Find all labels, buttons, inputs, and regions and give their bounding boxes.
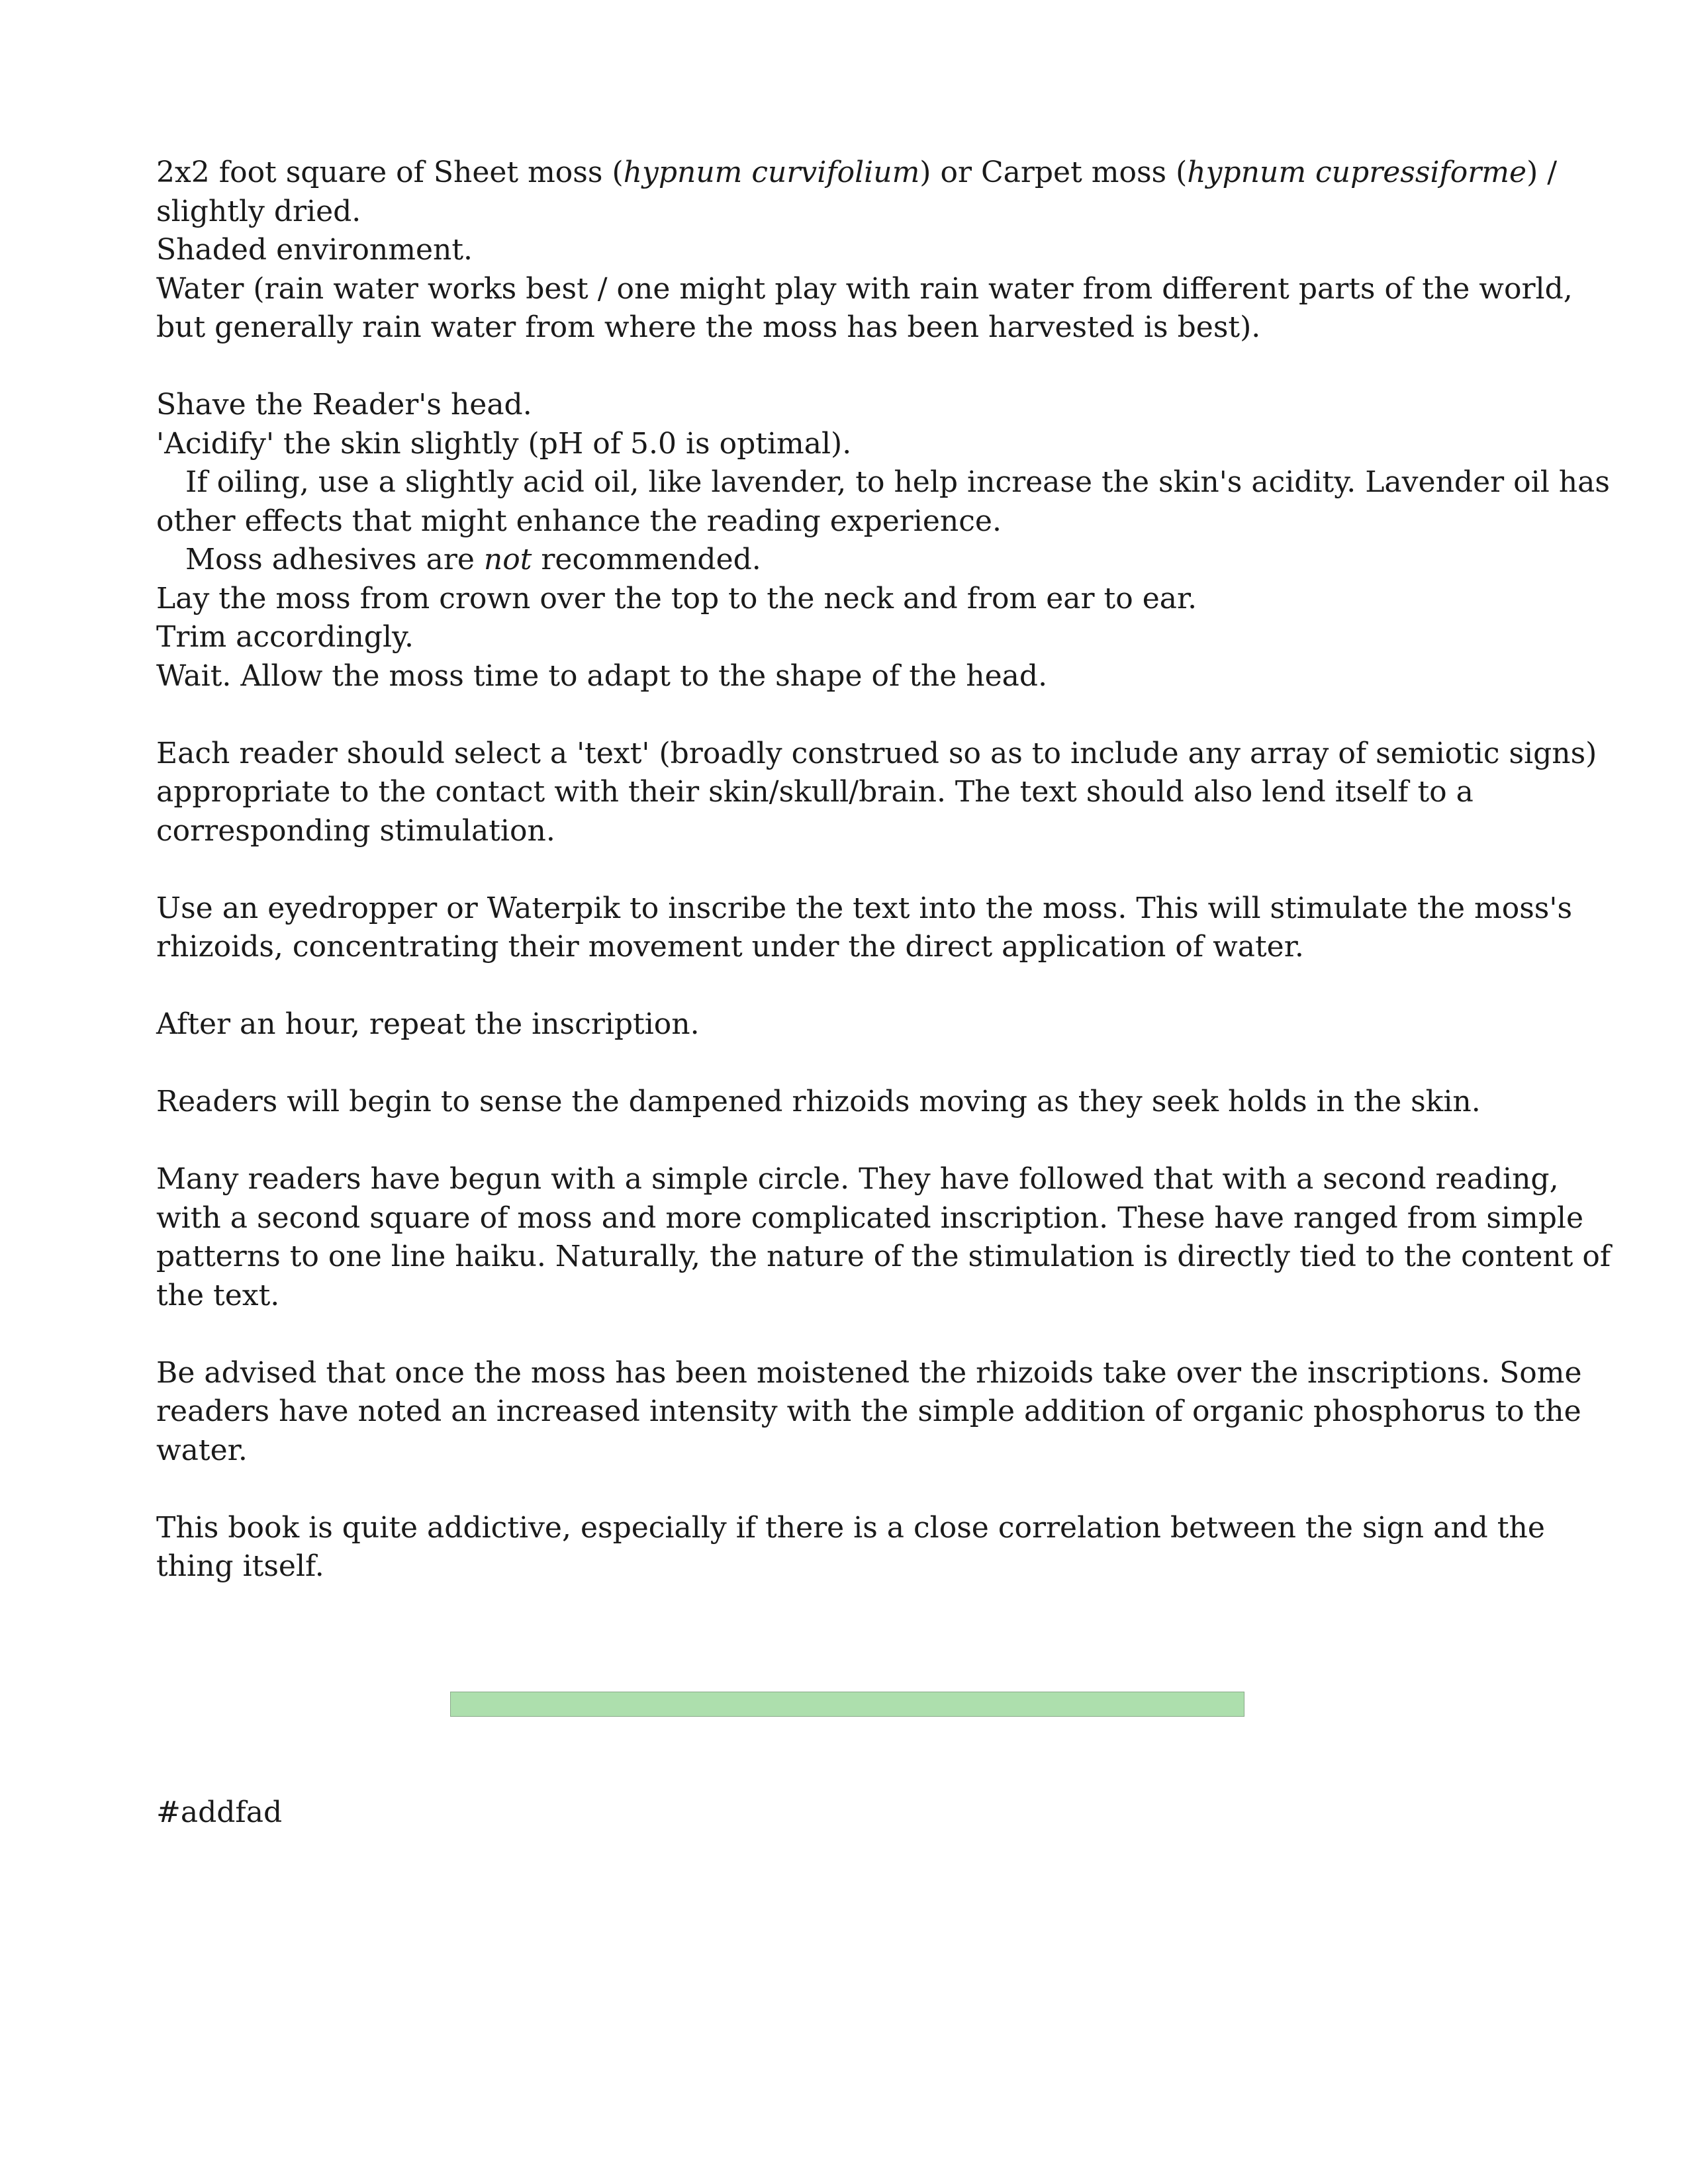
adhesives-text: recommended. bbox=[532, 543, 761, 576]
species-name-sheet-moss: hypnum curvifolium bbox=[623, 156, 920, 189]
materials-line-1 bbox=[156, 154, 1558, 193]
repeat-line-1: After an hour, repeat the inscription. bbox=[156, 1007, 700, 1041]
paragraph-gap bbox=[156, 1315, 1533, 1354]
many-readers-line-2: with a second square of moss and more complicated inscription. These have ranged from simple bbox=[156, 1201, 1583, 1235]
advised-line-3: water. bbox=[156, 1433, 248, 1467]
color-hex-label: #addfad bbox=[156, 1796, 283, 1829]
adhesives-text: Moss adhesives are bbox=[185, 543, 484, 576]
paragraph-gap bbox=[156, 967, 1533, 1006]
many-readers-line-4: the text. bbox=[156, 1278, 280, 1312]
materials-line-4: Water (rain water works best / one might play with rain water from different parts of the world, bbox=[156, 271, 1573, 306]
addictive-line-2: thing itself. bbox=[156, 1549, 324, 1583]
species-name-carpet-moss: hypnum cupressiforme bbox=[1187, 156, 1527, 189]
step-shave: Shave the Reader's head. bbox=[156, 388, 532, 422]
addictive-line-1: This book is quite addictive, especially if there is a close correlation between the sign and the bbox=[156, 1510, 1545, 1545]
advised-line-2: readers have noted an increased intensity with the simple addition of organic phosphorus to the bbox=[156, 1394, 1581, 1428]
materials-text: ) / bbox=[1526, 156, 1558, 189]
document-body bbox=[156, 154, 1611, 1586]
emphasis-not: not bbox=[483, 543, 532, 576]
paragraph-gap bbox=[156, 347, 1533, 387]
step-oiling-note-continued: other effects that might enhance the reading experience. bbox=[156, 504, 1002, 538]
select-text-line-2: appropriate to the contact with their skin/skull/brain. The text should also lend itself to a bbox=[156, 775, 1474, 809]
paragraph-gap bbox=[156, 850, 1533, 889]
materials-line-3: Shaded environment. bbox=[156, 233, 473, 267]
step-adhesives-note bbox=[156, 541, 1533, 580]
materials-text: ) or Carpet moss ( bbox=[919, 156, 1188, 189]
step-acidify: 'Acidify' the skin slightly (pH of 5.0 is optimal). bbox=[156, 426, 852, 461]
paragraph-gap bbox=[156, 1470, 1533, 1509]
step-lay-moss: Lay the moss from crown over the top to the neck and from ear to ear. bbox=[156, 581, 1197, 615]
many-readers-line-1: Many readers have begun with a simple circle. They have followed that with a second reading, bbox=[156, 1162, 1559, 1196]
paragraph-gap bbox=[156, 1044, 1533, 1083]
inscribe-line-1: Use an eyedropper or Waterpik to inscribe the text into the moss. This will stimulate the moss's bbox=[156, 891, 1573, 925]
materials-line-5: but generally rain water from where the moss has been harvested is best). bbox=[156, 310, 1261, 344]
select-text-line-1: Each reader should select a 'text' (broadly construed so as to include any array of semiotic signs) bbox=[156, 736, 1597, 770]
materials-line-2: slightly dried. bbox=[156, 194, 361, 228]
step-wait: Wait. Allow the moss time to adapt to the shape of the head. bbox=[156, 659, 1048, 693]
materials-text: 2x2 foot square of Sheet moss ( bbox=[156, 156, 624, 189]
paragraph-gap bbox=[156, 696, 1533, 735]
step-trim: Trim accordingly. bbox=[156, 620, 414, 654]
color-swatch-bar bbox=[450, 1692, 1244, 1717]
advised-line-1: Be advised that once the moss has been moistened the rhizoids take over the inscriptions. Some bbox=[156, 1355, 1582, 1390]
step-oiling-note: If oiling, use a slightly acid oil, like lavender, to help increase the skin's acidity. Lavender oil has bbox=[185, 465, 1610, 499]
paragraph-gap bbox=[156, 1122, 1533, 1161]
sense-line-1: Readers will begin to sense the dampened rhizoids moving as they seek holds in the skin. bbox=[156, 1085, 1481, 1118]
select-text-line-3: corresponding stimulation. bbox=[156, 813, 555, 848]
many-readers-line-3: patterns to one line haiku. Naturally, the nature of the stimulation is directly tied to the content of bbox=[156, 1240, 1611, 1273]
inscribe-line-2: rhizoids, concentrating their movement under the direct application of water. bbox=[156, 930, 1304, 964]
